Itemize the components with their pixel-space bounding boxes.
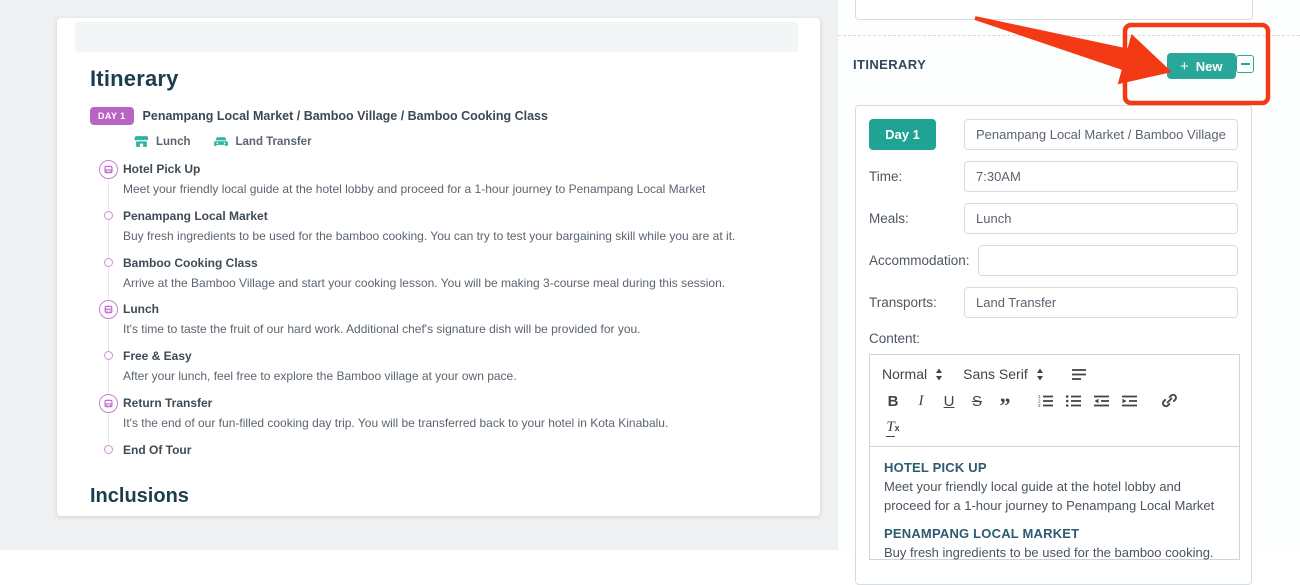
accommodation-input[interactable] — [978, 245, 1238, 276]
dot-icon — [104, 258, 113, 267]
timeline-item-title: Lunch — [123, 302, 159, 317]
format-value: Normal — [882, 366, 928, 382]
timeline-item — [99, 396, 794, 432]
outdent-icon[interactable] — [1090, 391, 1112, 411]
timeline-item-title: Hotel Pick Up — [123, 162, 201, 176]
align-icon[interactable] — [1068, 364, 1090, 384]
minus-icon — [1241, 63, 1250, 65]
ordered-list-icon[interactable] — [1034, 391, 1056, 411]
itinerary-heading: Itinerary — [90, 66, 179, 91]
meal-icon — [134, 134, 149, 149]
timeline-item — [99, 162, 794, 198]
itinerary-preview-card — [57, 18, 820, 516]
day-1-button[interactable]: Day 1 — [869, 119, 936, 150]
meal-icon — [99, 300, 118, 319]
editor-toolbar — [870, 355, 1239, 447]
clean-t: T — [886, 419, 895, 435]
underline-button[interactable]: U — [943, 392, 955, 410]
updown-icon — [1036, 368, 1044, 381]
previous-section-box[interactable] — [855, 0, 1253, 20]
day-badge: DAY 1 — [90, 107, 134, 125]
font-family-dropdown[interactable] — [963, 366, 1044, 382]
timeline-item-desc: Buy fresh ingredients to be used for the bamboo cooking. You can try to test your bargaining skill while you are at it. — [123, 228, 736, 243]
svg-text:1: 1 — [1037, 394, 1041, 399]
accommodation-label: Accommodation: — [869, 253, 970, 268]
clear-formatting-button[interactable] — [882, 418, 904, 438]
italic-button[interactable]: I — [918, 392, 924, 409]
timeline-item-title: Free & Easy — [123, 349, 192, 364]
timeline-item-title: Return Transfer — [123, 395, 213, 410]
content-paragraph: Buy fresh ingredients to be used for the bamboo cooking. — [884, 544, 1214, 560]
timeline-item-title: Penampang Local Market — [123, 208, 268, 223]
timeline-item — [99, 349, 794, 385]
itinerary-form-card — [855, 105, 1252, 585]
meal-label: Lunch — [156, 135, 191, 148]
time-label: Time: — [869, 169, 903, 184]
content-paragraph: Meet your friendly local guide at the hotel lobby and proceed for a 1-hour journey to Penampang Local Market — [884, 479, 1215, 513]
editor-zone — [838, 0, 1300, 560]
content-heading: PENAMPANG LOCAL MARKET — [884, 525, 1080, 541]
timeline-item-desc: It's the end of our fun-filled cooking day trip. You will be transferred back to your hotel in Kota Kinabalu. — [123, 415, 669, 430]
inclusions-heading: Inclusions — [90, 484, 189, 507]
transports-label: Transports: — [869, 295, 937, 310]
bold-button[interactable]: B — [887, 392, 899, 410]
transfer-meta — [213, 134, 312, 149]
timeline-item-desc: Meet your friendly local guide at the hotel lobby and proceed for a 1-hour journey to Penampang Local Market — [123, 182, 706, 196]
blockquote-button[interactable]: ” — [999, 393, 1011, 418]
editor-content-area[interactable] — [870, 447, 1239, 559]
timeline — [99, 162, 794, 459]
rich-text-editor — [869, 354, 1240, 560]
meals-label: Meals: — [869, 211, 909, 226]
dot-icon — [104, 351, 113, 360]
svg-text:3: 3 — [1037, 403, 1041, 409]
meals-input[interactable] — [964, 203, 1238, 234]
timeline-item-desc: It's time to taste the fruit of our hard work. Additional chef's signature dish will be provided for you. — [123, 322, 641, 337]
timeline-item — [99, 443, 794, 459]
time-input[interactable] — [964, 161, 1238, 192]
day-title: Penampang Local Market / Bamboo Village / Bamboo Cooking Class — [142, 109, 548, 123]
timeline-item — [99, 302, 794, 338]
clean-x: x — [894, 423, 900, 433]
car-icon — [99, 394, 118, 413]
svg-text:2: 2 — [1037, 398, 1041, 404]
bullet-list-icon[interactable] — [1062, 391, 1084, 411]
transports-input[interactable] — [964, 287, 1238, 318]
plus-icon: + — [1180, 57, 1189, 75]
dot-icon — [104, 211, 113, 220]
font-value: Sans Serif — [963, 366, 1028, 382]
timeline-item-title: End Of Tour — [123, 442, 192, 457]
car-icon — [99, 160, 118, 179]
timeline-item — [99, 209, 794, 245]
new-button-label: New — [1195, 58, 1223, 74]
timeline-item-desc: Arrive at the Bamboo Village and start your cooking lesson. You will be making 3-course meal during this session. — [123, 275, 726, 290]
car-icon — [213, 134, 229, 149]
preview-header-strip — [75, 22, 798, 52]
paragraph-format-dropdown[interactable] — [882, 366, 943, 382]
day-title-input[interactable] — [964, 119, 1238, 150]
indent-icon[interactable] — [1118, 391, 1140, 411]
section-divider — [838, 35, 1300, 36]
dot-icon — [104, 445, 113, 454]
meal-meta — [134, 134, 191, 149]
strikethrough-button[interactable]: S — [971, 392, 982, 410]
updown-icon — [935, 368, 943, 381]
timeline-item-desc: After your lunch, feel free to explore the Bamboo village at your own pace. — [123, 369, 517, 384]
content-heading: HOTEL PICK UP — [884, 460, 987, 475]
timeline-item-title: Bamboo Cooking Class — [123, 255, 258, 270]
link-icon[interactable] — [1158, 391, 1180, 411]
new-itinerary-button[interactable] — [1167, 53, 1236, 79]
timeline-item — [99, 256, 794, 292]
collapse-button[interactable] — [1236, 55, 1254, 73]
itinerary-section-label: ITINERARY — [853, 57, 927, 72]
content-label: Content: — [869, 331, 921, 346]
transfer-label: Land Transfer — [235, 135, 312, 148]
